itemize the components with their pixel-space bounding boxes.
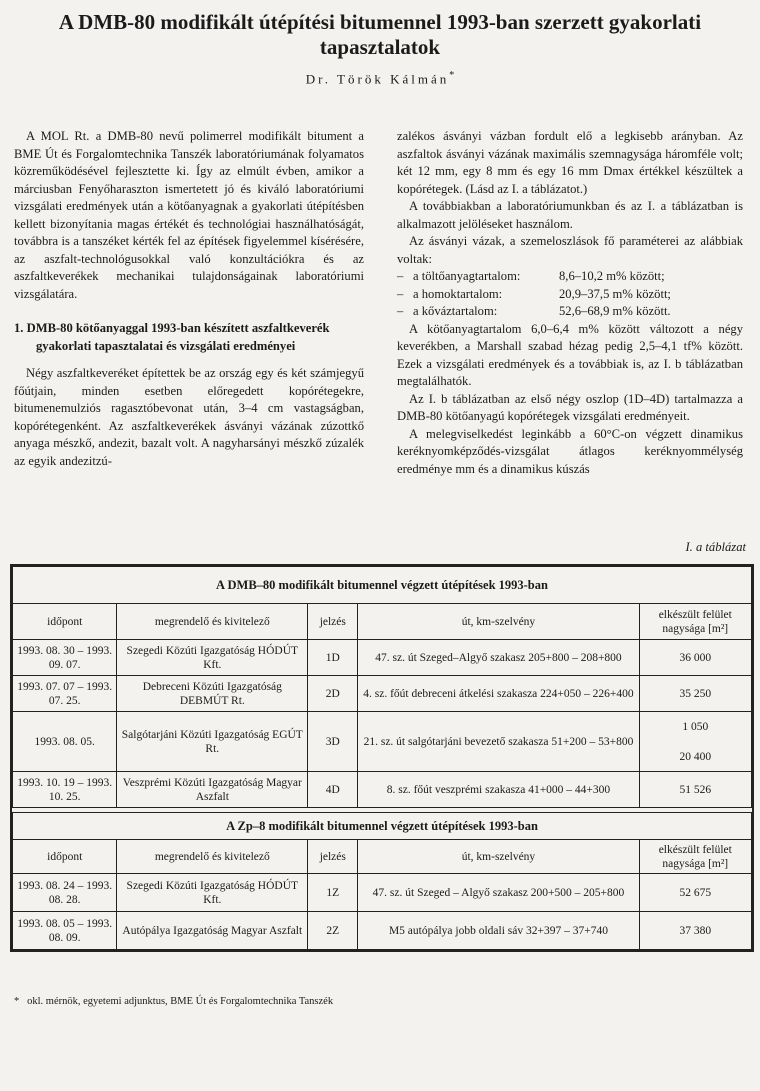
author [0, 70, 760, 87]
column-header: megrendelő és kivitelező [117, 604, 308, 640]
table-reference: I. a táblázat [685, 540, 746, 554]
table-row: 1993. 08. 05. Salgótarjáni Közúti Igazgatóság EGÚT Rt. 3D 21. sz. út salgótarjáni bevezető szakasza 51+200 – 53+800 1 050 20 400 [13, 712, 752, 772]
right-column [397, 128, 743, 478]
right-paragraph-2: A továbbiakban a laboratóriumunkban és az I. a táblázatban is alkalmazott jelöléseket használom. [397, 199, 743, 231]
table-row: 1993. 08. 05 – 1993. 08. 09. Autópálya Igazgatóság Magyar Aszfalt 2Z M5 autópálya jobb oldali sáv 32+397 – 37+740 37 380 [13, 912, 752, 950]
list-item: – a töltőanyagtartalom: 8,6–10,2 m% között; [397, 269, 665, 283]
right-paragraph-4: A kötőanyagtartalom 6,0–6,4 m% között változott a négy keverékben, a Marshall szabad hézag pedig 2,5–4,1 tf% között. Ezek a vizsgálati eredmények és a továbbiak is, az I. b táblázatban megtalálhatók. [397, 321, 743, 388]
table-frame [10, 564, 754, 952]
column-header: időpont [13, 604, 117, 640]
column-header: időpont [13, 840, 117, 874]
table-dmb80 [12, 566, 752, 808]
column-header: út, km-szelvény [358, 840, 639, 874]
column-header: jelzés [308, 604, 358, 640]
table-zp8 [12, 812, 752, 950]
page-title: A DMB-80 modifikált útépítési bitumennel 1993-ban szerzett gyakorlati tapasztalatok [58, 10, 702, 59]
column-header: megrendelő és kivitelező [117, 840, 308, 874]
list-item: – a homoktartalom: 20,9–37,5 m% között; [397, 286, 671, 301]
parameter-list [397, 268, 743, 321]
right-paragraph-3: Az ásványi vázak, a szemeloszlások fő paraméterei az alábbiak voltak: [397, 234, 743, 266]
list-item: – a kőváztartalom: 52,6–68,9 m% között. [397, 304, 671, 318]
section-heading: 1. DMB-80 kötőanyaggal 1993-ban készített aszfaltkeverék gyakorlati tapasztalatai és vizsgálati eredményei [14, 321, 330, 353]
column-header: elkészült felület nagysága [m²] [639, 604, 751, 640]
column-header: elkészült felület nagysága [m²] [639, 840, 751, 874]
intro-paragraph: A MOL Rt. a DMB-80 nevű polimerrel modifikált bitument a BME Út és Forgalomtechnika Tanszék laboratóriumának folyamatos közreműködésével fejlesztette ki. Így az elmúlt évben, amikor a márciusban Fenyőharaszton ismertetett jó és kiváló laboratóriumi vizsgálati eredmények után a kötőanyagnak a gyakorlati útépítésben kellett bizonyítania magas értékét és technológiai használhatóságát, továbbra is a tanszéket kérték fel az építések figyelemmel kísérésére, az aszfalt-technológusokkal való konzultációkra és az aszfaltkeverékek mechanikai tulajdonságainak laboratóriumi vizsgálatára. [14, 129, 364, 301]
column-header: jelzés [308, 840, 358, 874]
author-name: Dr. Török Kálmán [305, 71, 450, 87]
footnote [14, 996, 333, 1007]
author-mark: * [449, 70, 455, 81]
table-row: 1993. 08. 30 – 1993. 09. 07. Szegedi Közúti Igazgatóság HÓDÚT Kft. 1D 47. sz. út Szeged–Algyő szakasz 205+800 – 208+800 36 000 [13, 640, 752, 676]
table-row: 1993. 07. 07 – 1993. 07. 25. Debreceni Közúti Igazgatóság DEBMÚT Rt. 2D 4. sz. főút debreceni átkelési szakasza 224+050 – 226+400 35 250 [13, 676, 752, 712]
right-paragraph-5: Az I. b táblázatban az első négy oszlop (1D–4D) tartalmazza a DMB-80 kötőanyagú kopórétegek vizsgálati eredményeit. [397, 391, 743, 423]
table-row: 1993. 10. 19 – 1993. 10. 25. Veszprémi Közúti Igazgatóság Magyar Aszfalt 4D 8. sz. főút veszprémi szakasza 41+000 – 44+300 51 526 [13, 772, 752, 808]
table-caption: A DMB–80 modifikált bitumennel végzett útépítések 1993-ban [13, 567, 752, 604]
table-caption: A Zp–8 modifikált bitumennel végzett útépítések 1993-ban [13, 813, 752, 840]
column-header: út, km-szelvény [358, 604, 639, 640]
left-column [14, 128, 364, 470]
footnote-text: okl. mérnök, egyetemi adjunktus, BME Út és Forgalomtechnika Tanszék [27, 996, 334, 1007]
right-paragraph-6: A melegviselkedést leginkább a 60°C-on végzett dinamikus keréknyomképződés-vizsgálat átlagos keréknyommélység eredménye mm és a dinamikus kúszás [397, 426, 743, 476]
right-paragraph-1: zalékos ásványi vázban fordult elő a legkisebb arányban. Az aszfaltok ásványi vázának maximális szemnagysága háromféle volt; két 12 mm, egy 8 mm és egy 16 mm Dmax értékkel készültek a kopórétegek. (Lásd az I. a táblázatot.) [397, 129, 743, 196]
table-row: 1993. 08. 24 – 1993. 08. 28. Szegedi Közúti Igazgatóság HÓDÚT Kft. 1Z 47. sz. út Szeged – Algyő szakasz 200+500 – 205+800 52 675 [13, 874, 752, 912]
footnote-mark: * [14, 996, 20, 1007]
paragraph-2: Négy aszfaltkeveréket építettek be az ország egy és két számjegyű főútjain, minden esetben előregedett kopórétegekre, bitumenemulziós ragasztóbevonat után, 3–4 cm vastagságban, kopórétegenként. Az aszfaltkeverékek ásványi vázának zúzottkő anyaga mészkő, andezit, bazalt volt. A nagyharsányi mészkő zúzalék az egyik andezitzú- [14, 366, 364, 468]
